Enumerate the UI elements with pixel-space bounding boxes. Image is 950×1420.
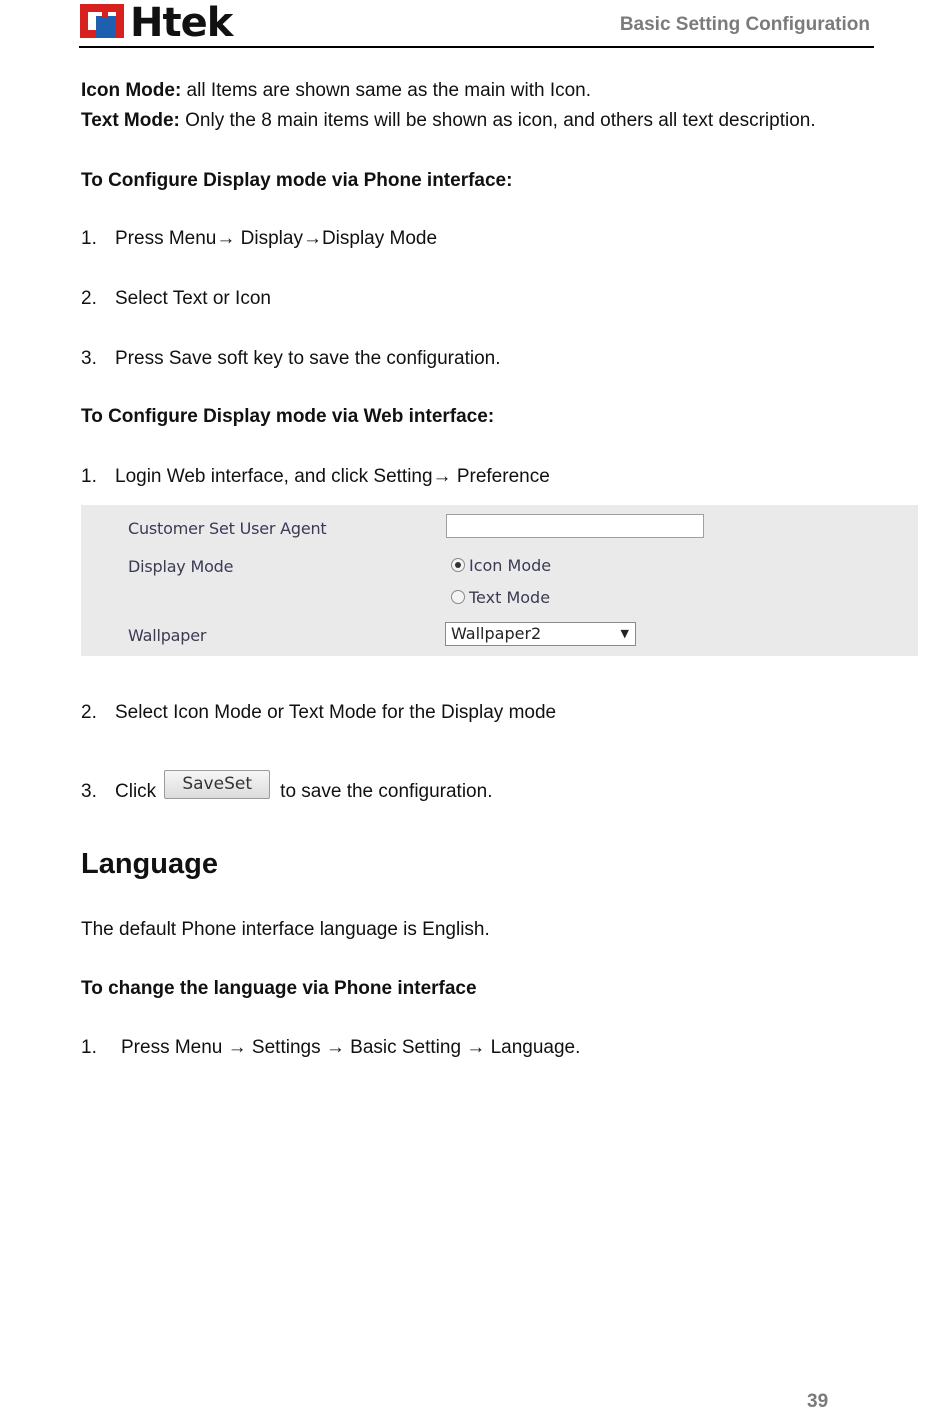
web-config-heading: To Configure Display mode via Web interface: (81, 406, 495, 427)
text-mode-label: Text Mode: (81, 110, 180, 131)
phone-step-2 (81, 288, 271, 310)
phone-step-1 (81, 228, 437, 250)
text-mode-option-label: Text Mode (469, 588, 551, 607)
preference-panel (81, 505, 918, 656)
language-intro: The default Phone interface language is English. (81, 919, 490, 940)
icon-mode-radio[interactable] (451, 558, 465, 572)
step-number: 2. (81, 702, 97, 723)
step-number: 1. (81, 1037, 97, 1058)
user-agent-label: Customer Set User Agent (128, 519, 327, 538)
step-number: 1. (81, 466, 97, 487)
language-step-1 (81, 1037, 580, 1059)
step-text: Select Icon Mode or Text Mode for the Display mode (115, 702, 557, 723)
text-mode-option[interactable] (451, 588, 550, 607)
wallpaper-label: Wallpaper (128, 626, 207, 645)
icon-mode-description (81, 80, 591, 102)
display-mode-label: Display Mode (128, 557, 234, 576)
step-text-after: to save the configuration. (280, 781, 493, 802)
step-text: Press Menu→ Display→Display Mode (115, 228, 438, 249)
icon-mode-label: Icon Mode: (81, 80, 182, 101)
step-text: Select Text or Icon (115, 288, 271, 309)
user-agent-input[interactable] (446, 514, 704, 538)
text-mode-text: Only the 8 main items will be shown as icon, and others all text description. (179, 110, 816, 131)
web-step-2 (81, 702, 556, 724)
page-number: 39 (807, 1391, 829, 1412)
step-text: Login Web interface, and click Setting→ Preference (115, 466, 550, 487)
web-step-1 (81, 466, 550, 488)
phone-step-3 (81, 348, 500, 370)
step-number: 3. (81, 348, 97, 369)
web-step-3 (81, 770, 492, 803)
step-text: Press Menu → Settings → Basic Setting → Language. (121, 1037, 581, 1058)
dropdown-arrow-icon: ▼ (620, 627, 629, 640)
step-number: 2. (81, 288, 97, 309)
wallpaper-select[interactable] (445, 622, 636, 646)
language-title: Language (81, 848, 218, 880)
step-text-before: Click (115, 781, 157, 802)
phone-config-heading: To Configure Display mode via Phone interface: (81, 170, 513, 191)
text-mode-description (81, 110, 816, 132)
text-mode-radio[interactable] (451, 590, 465, 604)
svg-text:Htek: Htek (130, 2, 233, 40)
icon-mode-option-label: Icon Mode (469, 556, 552, 575)
saveset-button[interactable]: SaveSet (164, 770, 270, 799)
wallpaper-value: Wallpaper2 (451, 624, 542, 643)
header-rule (79, 46, 874, 48)
step-text: Press Save soft key to save the configuration. (115, 348, 501, 369)
htek-logo (80, 2, 252, 40)
step-number: 1. (81, 228, 97, 249)
step-number: 3. (81, 781, 97, 802)
language-heading: To change the language via Phone interface (81, 978, 477, 999)
icon-mode-option[interactable] (451, 556, 551, 575)
icon-mode-text: all Items are shown same as the main with Icon. (181, 80, 592, 101)
header-title: Basic Setting Configuration (619, 14, 870, 35)
